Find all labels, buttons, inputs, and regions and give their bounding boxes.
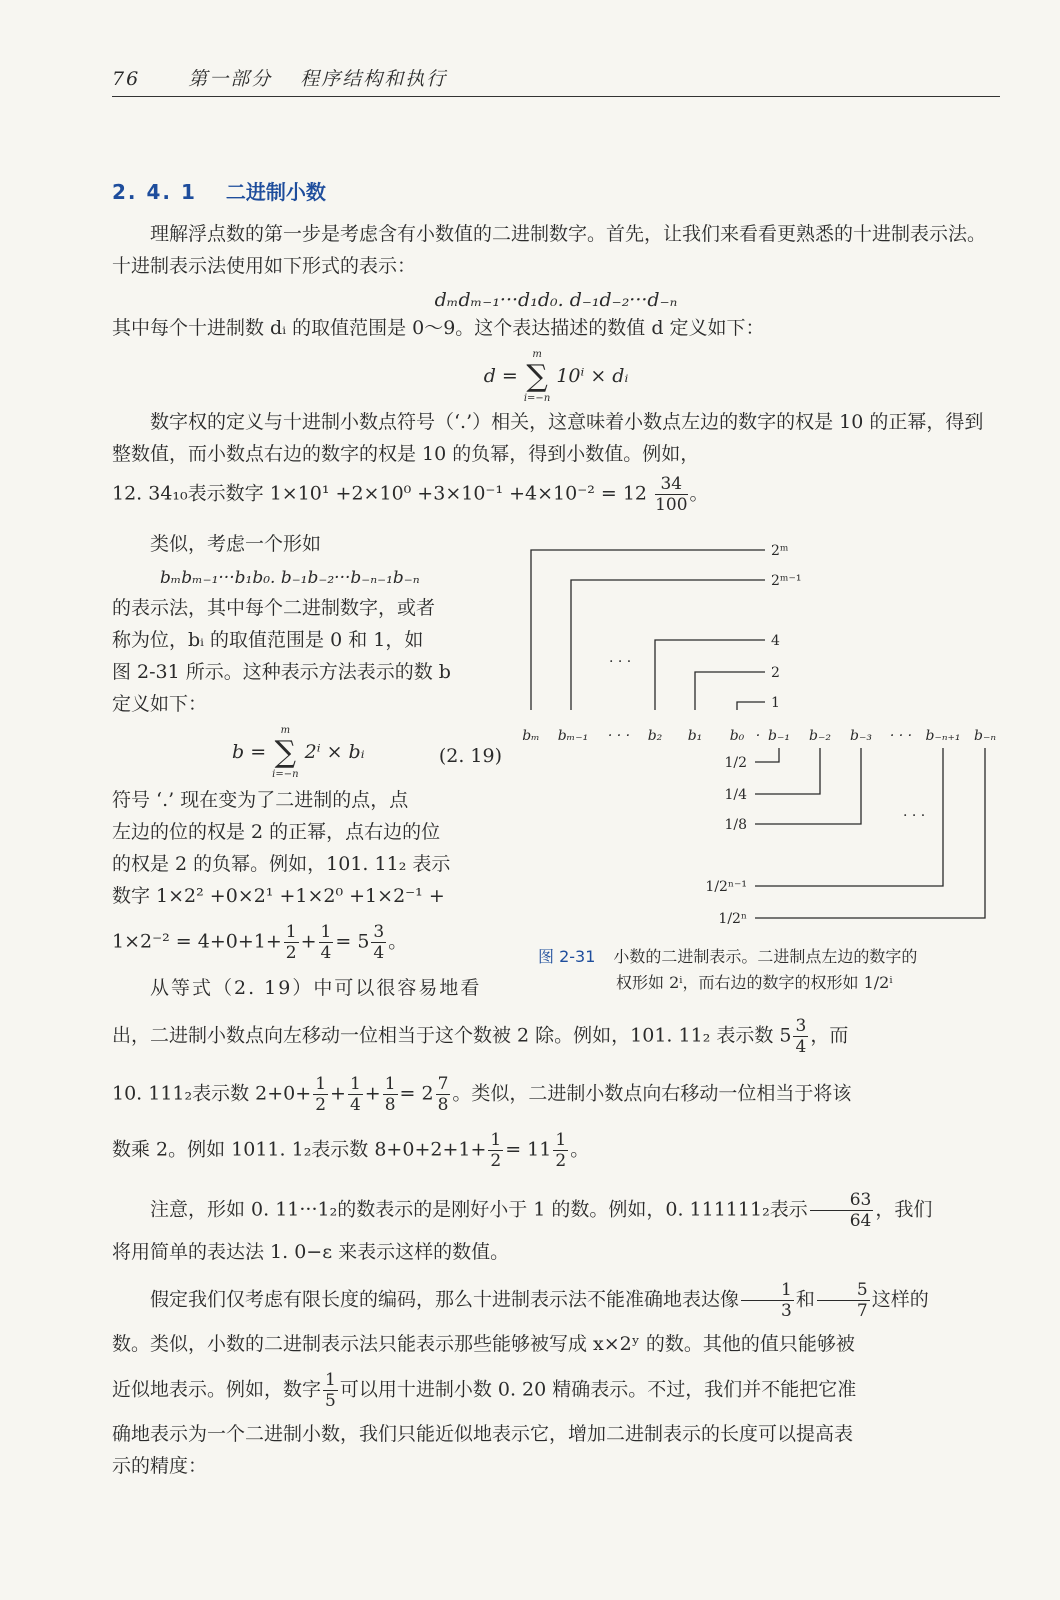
formula-d-lhs: d = <box>483 365 518 387</box>
part-title: 第一部分 <box>188 68 273 90</box>
caption-line-1: 小数的二进制表示。二进制点左边的数字的 <box>613 947 918 966</box>
fraction-denominator: 4 <box>320 943 332 963</box>
text-run: 和 <box>795 1288 815 1311</box>
text-run: 假定我们仅考虑有限长度的编码，那么十进制表示法不能准确地表达像 <box>150 1288 740 1311</box>
sigma-icon: ∑ <box>526 359 548 394</box>
fraction-denominator: 2 <box>490 1151 502 1171</box>
text-run: 这样的 <box>871 1288 929 1311</box>
text-run: 。类似，二进制小数点向右移动一位相当于将该 <box>452 1082 852 1105</box>
paragraph-finite-length-2: 数。类似，小数的二进制表示法只能表示那些能够被写成 x×2ʸ 的数。其他的值只能够被 <box>112 1333 855 1355</box>
header-rule <box>112 96 1000 97</box>
fraction-numerator: 1 <box>384 1074 396 1094</box>
fraction-numerator: 3 <box>795 1016 807 1036</box>
bracket-quarter <box>755 748 820 794</box>
caption-line-2: 权形如 2ⁱ，而右边的数字的权形如 1/2ⁱ <box>616 973 893 992</box>
formula-d-body: 10ⁱ × dᵢ <box>556 365 629 387</box>
dots-lower: · · · <box>903 808 926 824</box>
formula-b-lhs: b = <box>232 741 267 763</box>
left-col-text-1 <box>112 592 502 720</box>
bit-b-n: b₋ₙ <box>973 728 997 744</box>
chapter-title: 程序结构和执行 <box>300 68 448 90</box>
figure-caption <box>538 944 998 996</box>
page-number: 76 <box>112 68 141 90</box>
text-line: 符号 ‘.’ 现在变为了二进制的点，点 <box>112 789 409 811</box>
text-line: 图 2-31 所示。这种表示方法表示的数 b <box>112 661 451 683</box>
summation <box>524 348 550 406</box>
text-run: + <box>300 930 317 953</box>
fraction-quarter <box>319 922 334 963</box>
binary-example-line <box>112 922 502 963</box>
fraction-three-quarters <box>371 922 386 963</box>
paragraph-epsilon-2: 将用简单的表达法 1. 0−ε 来表示这样的数值。 <box>112 1241 510 1263</box>
weight-1: 1 <box>771 695 780 711</box>
bit-bm-1: bₘ₋₁ <box>557 728 589 744</box>
text-run: 近似地表示。例如，数字 <box>112 1378 322 1401</box>
bit-b0: b₀ <box>729 728 745 744</box>
text-run: ，而 <box>810 1024 849 1047</box>
paragraph-finite-length-5: 示的精度： <box>112 1455 208 1477</box>
bracket-4 <box>655 640 765 710</box>
fraction-quarter <box>348 1074 363 1115</box>
fraction-numerator: 34 <box>655 474 687 495</box>
fraction-34-100 <box>655 474 687 515</box>
paragraph-intro: 理解浮点数的第一步是考虑含有小数值的二进制数字。首先，让我们来看看更熟悉的十进制表示法。十进制表示法使用如下形式的表示： <box>112 223 987 277</box>
fraction-seven-eighths <box>436 1074 451 1115</box>
bit-b1: b₁ <box>687 728 703 744</box>
bit-b-2: b₋₂ <box>809 728 831 744</box>
punctuation: 。 <box>388 930 408 953</box>
fraction-numerator: 1 <box>325 1370 336 1390</box>
fraction-numerator: 1 <box>555 1130 567 1150</box>
binary-form: bₘbₘ₋₁···b₁b₀. b₋₁b₋₂···b₋ₙ₋₁b₋ₙ <box>160 568 420 588</box>
text-run: ，我们 <box>875 1198 933 1221</box>
bit-b2: b₂ <box>647 728 663 744</box>
fraction-denominator: 2 <box>285 943 297 963</box>
formula-decimal <box>112 348 1000 406</box>
fraction-denominator: 64 <box>849 1211 872 1231</box>
bit-b-n+1: b₋ₙ₊₁ <box>925 728 961 744</box>
paragraph-shift-left <box>112 1016 1000 1057</box>
fraction-numerator: 1 <box>320 922 332 942</box>
fraction-numerator: 1 <box>490 1130 502 1150</box>
text-run: 可以用十进制小数 0. 20 精确表示。不过，我们并不能把它准 <box>339 1378 857 1401</box>
left-col-intro: 类似，考虑一个形如 <box>150 533 322 555</box>
fraction-denominator: 5 <box>325 1391 336 1411</box>
weight-eighth: 1/8 <box>724 817 747 833</box>
fraction-half <box>313 1074 328 1115</box>
fraction-denominator: 4 <box>795 1037 807 1057</box>
dots-upper: · · · <box>609 654 632 670</box>
decimal-form: dₘdₘ₋₁···d₁d₀. d₋₁d₋₂···d₋ₙ <box>434 289 678 311</box>
caption-label: 图 2-31 <box>538 947 596 966</box>
paragraph-finite-length <box>112 1280 1000 1321</box>
paragraph-weights: 数字权的定义与十进制小数点符号（‘.’）相关，这意味着小数点左边的数字的权是 10 的正幂，得到整数值，而小数点右边的数字的权是 10 的负幂，得到小数值。例如， <box>112 411 984 465</box>
sum-upper: m <box>280 725 291 736</box>
fraction-denominator: 100 <box>655 495 688 515</box>
weight-4: 4 <box>771 633 780 649</box>
text-run: = 2 <box>399 1082 434 1105</box>
binary-point: · <box>755 728 761 744</box>
paragraph-epsilon <box>112 1190 1000 1231</box>
bracket-2m-1 <box>571 580 765 710</box>
paragraph-finite-length-3 <box>112 1370 1000 1411</box>
weight-2m: 2ᵐ <box>771 543 789 559</box>
running-header <box>112 64 447 91</box>
fraction-half <box>488 1130 503 1171</box>
formula-b-body: 2ⁱ × bᵢ <box>304 741 365 763</box>
bracket-2n <box>755 748 985 918</box>
fraction-numerator: 63 <box>810 1190 874 1211</box>
bit-bm: bₘ <box>522 728 540 744</box>
fraction-numerator: 1 <box>285 922 297 942</box>
fraction-eighth <box>383 1074 398 1115</box>
fraction-denominator: 4 <box>373 943 385 963</box>
text-run: = 11 <box>505 1138 552 1161</box>
equation-number: (2. 19) <box>438 745 502 767</box>
text-line: 的表示法，其中每个二进制数字，或者 <box>112 597 436 619</box>
text-run: 1×2⁻² = 4+0+1+ <box>112 930 282 953</box>
bit-dots-right: · · · <box>889 728 913 744</box>
punctuation: 。 <box>689 482 709 505</box>
weight-2n: 1/2ⁿ <box>718 911 747 927</box>
text-run: + <box>330 1082 346 1105</box>
bracket-eighth <box>755 748 861 824</box>
fraction-numerator: 1 <box>741 1280 794 1301</box>
fraction-denominator: 2 <box>315 1095 327 1115</box>
section-title: 二进制小数 <box>225 180 326 204</box>
section-heading <box>112 176 326 205</box>
bit-b-1: b₋₁ <box>768 728 790 744</box>
bracket-1 <box>737 702 765 710</box>
decimal-example-text: 12. 34₁₀表示数字 1×10¹ +2×10⁰ +3×10⁻¹ +4×10⁻² = 12 <box>112 482 648 505</box>
bracket-2m <box>531 550 765 710</box>
text-line: 的权是 2 的负幂。例如，101. 11₂ 表示 <box>112 853 451 875</box>
text-run: 注意，形如 0. 11···1₂的数表示的是刚好小于 1 的数。例如，0. 111111₂表示 <box>150 1198 808 1221</box>
text-run: 出，二进制小数点向左移动一位相当于这个数被 2 除。例如，101. 11₂ 表示数 5 <box>112 1024 792 1047</box>
fraction-numerator: 1 <box>349 1074 361 1094</box>
text-line: 定义如下： <box>112 693 208 715</box>
text-run: 10. 111₂表示数 2+0+ <box>112 1082 312 1105</box>
decimal-example <box>112 474 1000 515</box>
text-line: 称为位，bᵢ 的取值范围是 0 和 1，如 <box>112 629 424 651</box>
weight-2n-1: 1/2ⁿ⁻¹ <box>705 879 747 895</box>
fraction-denominator: 4 <box>349 1095 361 1115</box>
sum-lower: i=−n <box>272 769 299 780</box>
sum-lower: i=−n <box>523 393 551 404</box>
bracket-half <box>755 748 779 762</box>
fraction-denominator: 8 <box>437 1095 449 1115</box>
fraction-numerator: 7 <box>437 1074 449 1094</box>
fraction-third <box>741 1280 794 1321</box>
fraction-numerator: 3 <box>373 922 385 942</box>
weight-2m-1: 2ᵐ⁻¹ <box>771 573 802 589</box>
bit-dots-left: · · · <box>607 728 631 744</box>
punctuation: 。 <box>570 1138 590 1161</box>
fraction-half <box>284 922 299 963</box>
fraction-five-sevenths <box>817 1280 870 1321</box>
fraction-fifth <box>323 1370 338 1411</box>
sum-upper: m <box>532 349 542 360</box>
paragraph-10-111 <box>112 1074 1000 1115</box>
sigma-icon: ∑ <box>274 735 297 770</box>
text-line: 左边的位的权是 2 的正幂，点右边的位 <box>112 821 441 843</box>
weight-2: 2 <box>771 665 780 681</box>
fraction-63-64 <box>810 1190 874 1231</box>
left-col-from-eq: 从等式（2. 19）中可以很容易地看 <box>150 977 482 999</box>
summation <box>272 724 298 782</box>
bit-b-3: b₋₃ <box>850 728 872 744</box>
text-line: 数字 1×2² +0×2¹ +1×2⁰ +1×2⁻¹ + <box>112 885 445 907</box>
bracket-2 <box>695 672 765 710</box>
weight-quarter: 1/4 <box>724 787 747 803</box>
fraction-three-quarters <box>793 1016 808 1057</box>
paragraph-finite-length-4: 确地表示为一个二进制小数，我们只能近似地表示它，增加二进制表示的长度可以提高表 <box>112 1423 854 1445</box>
fraction-denominator: 8 <box>384 1095 396 1115</box>
fraction-denominator: 7 <box>856 1301 868 1321</box>
paragraph-digit-range: 其中每个十进制数 dᵢ 的取值范围是 0～9。这个表达描述的数值 d 定义如下： <box>112 317 765 339</box>
fraction-denominator: 2 <box>555 1151 567 1171</box>
figure-2-31-diagram <box>515 528 1005 928</box>
fraction-denominator: 3 <box>781 1301 792 1321</box>
fraction-half <box>553 1130 568 1171</box>
weight-half: 1/2 <box>724 755 747 771</box>
section-number: 2. 4. 1 <box>112 180 197 204</box>
text-run: 数乘 2。例如 1011. 1₂表示数 8+0+2+1+ <box>112 1138 487 1161</box>
fraction-numerator: 1 <box>315 1074 327 1094</box>
fraction-numerator: 5 <box>817 1280 870 1301</box>
paragraph-1011-1 <box>112 1130 1000 1171</box>
left-col-text-2 <box>112 784 502 912</box>
text-run: = 5 <box>335 930 370 953</box>
text-run: + <box>364 1082 381 1105</box>
formula-binary <box>112 724 502 782</box>
